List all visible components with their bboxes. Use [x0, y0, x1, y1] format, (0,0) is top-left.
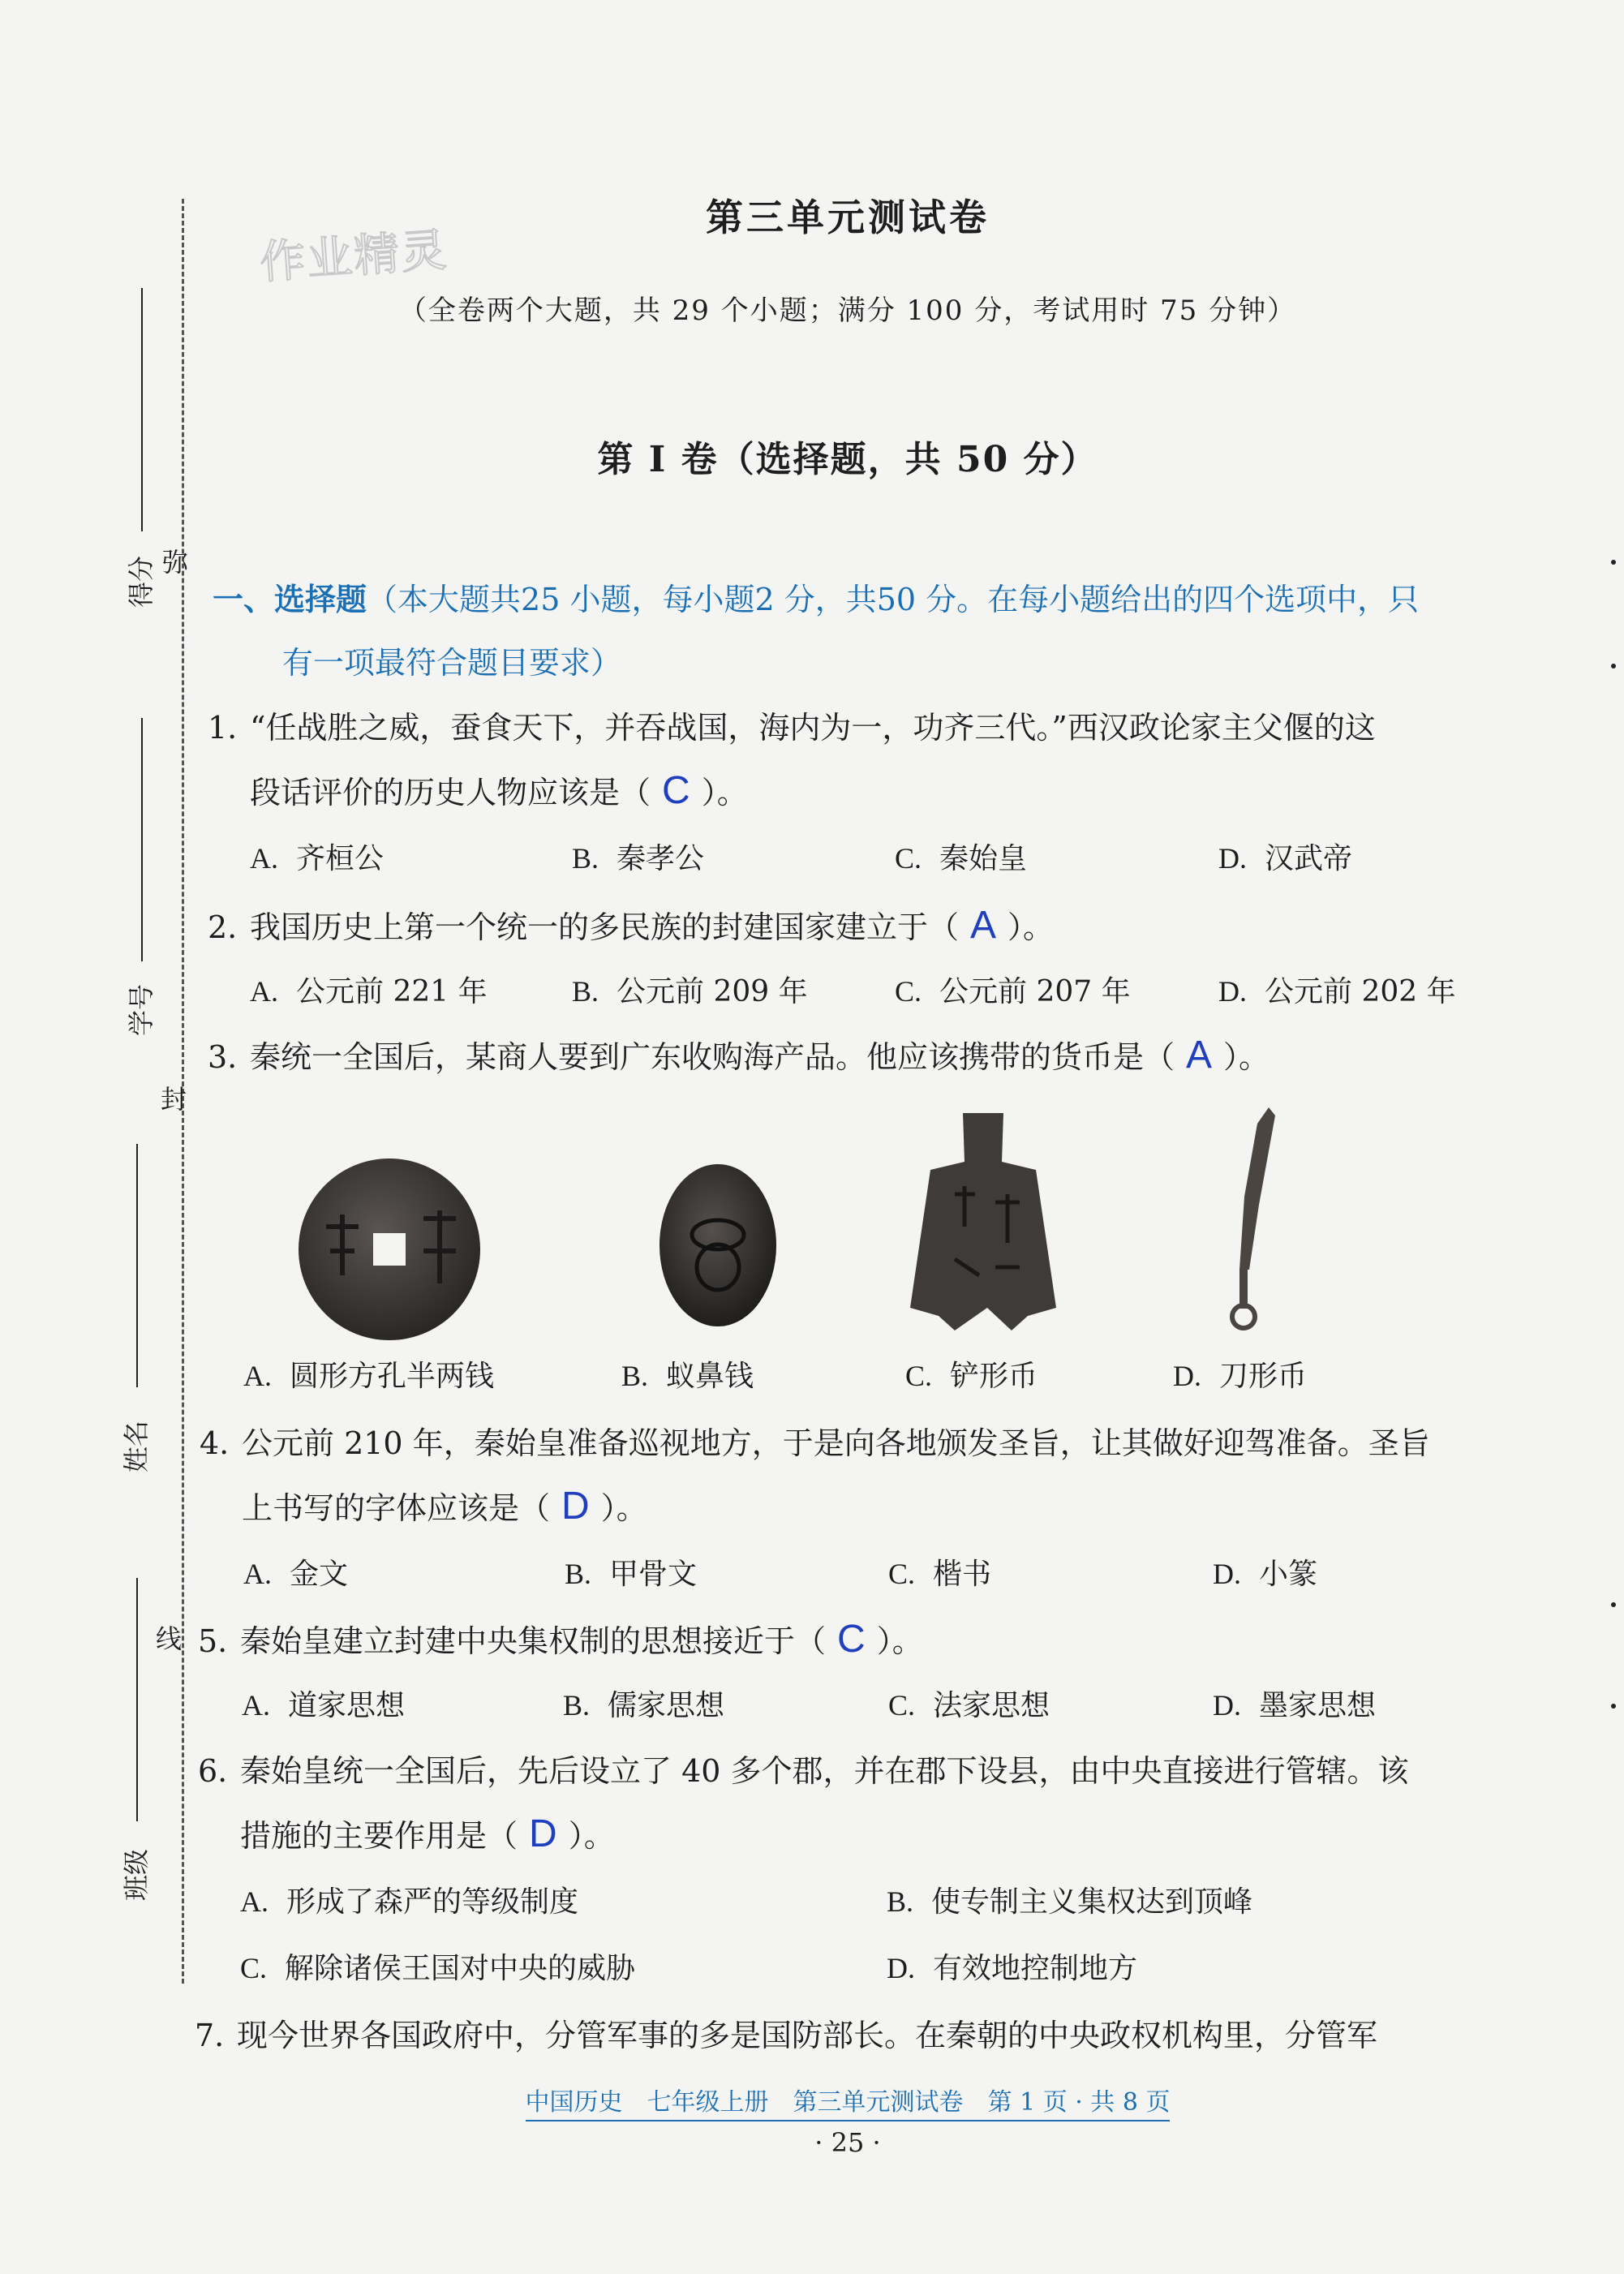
page-number: · 25 · [814, 2127, 881, 2158]
name-fill-line[interactable] [136, 1144, 138, 1387]
option-b[interactable]: B. 公元前 209 年 [572, 975, 808, 1008]
option-b[interactable]: B. 蚁鼻钱 [621, 1360, 754, 1393]
option-a[interactable]: A. 道家思想 [242, 1689, 406, 1722]
question-text: ）。 [600, 1490, 647, 1526]
question-number: 6. [198, 1753, 228, 1789]
question-text: ）。 [701, 775, 748, 810]
edge-mark [1611, 664, 1616, 668]
option-a[interactable]: A. 圆形方孔半两钱 [243, 1360, 495, 1393]
question-number: 5. [198, 1623, 228, 1659]
exam-info: （全卷两个大题，共 29 个小题；满分 100 分，考试用时 75 分钟） [398, 294, 1297, 327]
footer-text: 中国历史 七年级上册 第三单元测试卷 第 1 页 · 共 8 页 [526, 2088, 1171, 2121]
option-d[interactable]: D. 刀形币 [1173, 1360, 1308, 1393]
score-label: 得分 [126, 555, 157, 608]
yibi-coin-image [657, 1162, 779, 1329]
question-text: 我国历史上第一个统一的多民族的封建国家建立于（ [250, 909, 960, 945]
option-a[interactable]: A. 公元前 221 年 [250, 975, 488, 1008]
option-c[interactable]: C. 公元前 207 年 [895, 975, 1131, 1008]
student-id-label: 学号 [126, 983, 157, 1037]
watermark: 作业精灵 [258, 223, 450, 290]
option-c[interactable]: C. 秦始皇 [895, 842, 1028, 875]
section-label: 一、选择题 [213, 581, 367, 617]
question-text: “任战胜之威，蚕食天下，并吞战国，海内为一，功齐三代。”西汉政论家主父偃的这 [250, 710, 1376, 746]
class-label: 班级 [121, 1848, 153, 1902]
option-a[interactable]: A. 形成了森严的等级制度 [240, 1885, 579, 1919]
question-7 [195, 2004, 1501, 2067]
question-text: 措施的主要作用是（ [240, 1818, 518, 1854]
seal-char-mi: 弥 [162, 547, 189, 578]
section-desc-2: 有一项最符合题目要求） [282, 645, 622, 681]
question-text: 秦始皇统一全国后，先后设立了 40 多个郡，并在郡下设县，由中央直接进行管辖。该 [240, 1753, 1409, 1789]
answer-mark: A [1186, 1034, 1213, 1077]
option-b[interactable]: B. 使专制主义集权达到顶峰 [887, 1885, 1253, 1919]
question-text: 上书写的字体应该是（ [242, 1490, 551, 1526]
name-label: 姓名 [121, 1420, 153, 1473]
option-a[interactable]: A. 齐桓公 [250, 842, 385, 875]
option-a[interactable]: A. 金文 [243, 1558, 349, 1591]
question-text: 秦始皇建立封建中央集权制的思想接近于（ [240, 1623, 827, 1659]
answer-mark: D [561, 1485, 590, 1528]
option-d[interactable]: D. 小篆 [1213, 1558, 1318, 1591]
option-d[interactable]: D. 汉武帝 [1218, 842, 1353, 875]
question-number: 7. [195, 2018, 225, 2053]
question-text: ）。 [1007, 909, 1055, 945]
question-4 [200, 1412, 1497, 1540]
answer-mark: C [662, 769, 690, 812]
option-c[interactable]: C. 铲形币 [905, 1360, 1038, 1393]
option-d[interactable]: D. 有效地控制地方 [887, 1952, 1138, 1985]
edge-mark [1611, 1602, 1616, 1607]
question-text: 秦统一全国后，某商人要到广东收购海产品。他应该携带的货币是（ [250, 1039, 1175, 1075]
answer-mark: D [529, 1812, 557, 1855]
question-number: 4. [200, 1425, 230, 1461]
knife-coin-image [1210, 1107, 1283, 1335]
question-text: 段话评价的历史人物应该是（ [250, 775, 651, 810]
class-fill-line[interactable] [136, 1578, 138, 1821]
question-3 [208, 1024, 1497, 1089]
question-text: ）。 [876, 1623, 923, 1659]
option-d[interactable]: D. 公元前 202 年 [1218, 975, 1456, 1008]
question-text: 公元前 210 年，秦始皇准备巡视地方，于是向各地颁发圣旨，让其做好迎驾准备。圣旨 [242, 1425, 1430, 1461]
footer [0, 2082, 1624, 2117]
seal-char-feng: 封 [161, 1084, 187, 1115]
option-c[interactable]: C. 法家思想 [888, 1689, 1050, 1722]
question-text: ）。 [568, 1818, 615, 1854]
option-b[interactable]: B. 儒家思想 [563, 1689, 725, 1722]
part-title: 第 Ⅰ 卷（选择题，共 50 分） [597, 439, 1098, 480]
spade-coin-image [906, 1113, 1060, 1330]
seal-char-xian: 线 [156, 1623, 183, 1654]
student-id-fill-line[interactable] [141, 718, 143, 961]
option-b[interactable]: B. 秦孝公 [572, 842, 705, 875]
banliang-coin-image [294, 1154, 485, 1345]
question-1 [208, 696, 1497, 824]
option-c[interactable]: C. 楷书 [888, 1558, 992, 1591]
question-5 [198, 1608, 1496, 1673]
edge-mark [1611, 560, 1616, 565]
option-b[interactable]: B. 甲骨文 [565, 1558, 698, 1591]
edge-mark [1611, 1704, 1616, 1709]
question-number: 3. [208, 1039, 238, 1075]
question-text: 现今世界各国政府中，分管军事的多是国防部长。在秦朝的中央政权机构里，分管军 [237, 2018, 1378, 2053]
option-d[interactable]: D. 墨家思想 [1213, 1689, 1377, 1722]
section-header [213, 568, 1486, 694]
question-2 [208, 894, 1497, 959]
question-number: 1. [208, 710, 238, 746]
question-6 [198, 1739, 1496, 1868]
answer-mark: A [970, 904, 997, 947]
answer-mark: C [837, 1618, 866, 1661]
question-number: 2. [208, 909, 238, 945]
question-text: ）。 [1223, 1039, 1270, 1075]
page-title: 第三单元测试卷 [706, 196, 990, 239]
section-desc-1: （本大题共25 小题，每小题2 分，共50 分。在每小题给出的四个选项中，只 [367, 582, 1420, 617]
option-c[interactable]: C. 解除诸侯王国对中央的威胁 [240, 1952, 636, 1985]
